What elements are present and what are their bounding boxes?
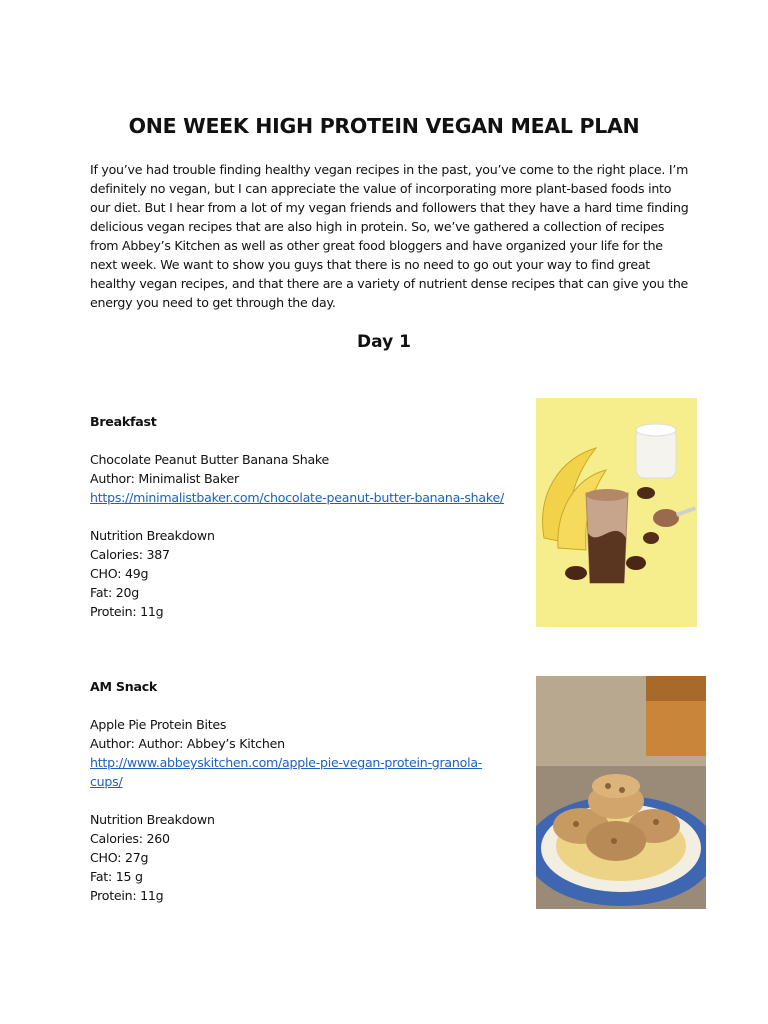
nutrition-fat: Fat: 20g bbox=[90, 585, 140, 600]
intro-paragraph: If you’ve had trouble finding healthy vegan recipes in the past, you’ve come to the right place. I’m definitely no vegan, but I can appreciate the value of incorporating more plant-based foods into our diet. But I hear from a lot of my vegan friends and followers that they have a hard time finding delicious vegan recipes that are also high in protein. So, we’ve gathered a collection of recipes from Abbey’s Kitchen as well as other great food bloggers and have organized your life for the next week. We want to show you guys that there is no need to go out your way to find great healthy vegan recipes, and that there are a variety of nutrient dense recipes that can give you the energy you need to get through the day. bbox=[90, 162, 689, 310]
day-heading: Day 1 bbox=[357, 332, 411, 352]
nutrition-cho: CHO: 27g bbox=[90, 850, 149, 865]
recipe-link[interactable]: http://www.abbeyskitchen.com/apple-pie-vegan-protein-granola- bbox=[90, 755, 483, 770]
recipe-name: Apple Pie Protein Bites bbox=[90, 717, 227, 732]
nutrition-calories: Calories: 260 bbox=[90, 831, 170, 846]
recipe-link[interactable]: https://minimalistbaker.com/chocolate-peanut-butter-banana-shake/ bbox=[90, 490, 504, 505]
meal-breakfast bbox=[90, 412, 530, 621]
meal-heading: AM Snack bbox=[90, 679, 158, 694]
smoothie-photo bbox=[536, 398, 697, 627]
nutrition-title: Nutrition Breakdown bbox=[90, 812, 215, 827]
meal-am-snack bbox=[90, 677, 530, 905]
recipe-author: Author: Author: Abbey’s Kitchen bbox=[90, 736, 285, 751]
recipe-link-continued[interactable]: cups/ bbox=[90, 774, 123, 789]
nutrition-cho: CHO: 49g bbox=[90, 566, 149, 581]
nutrition-title: Nutrition Breakdown bbox=[90, 528, 215, 543]
nutrition-protein: Protein: 11g bbox=[90, 604, 164, 619]
document-title: ONE WEEK HIGH PROTEIN VEGAN MEAL PLAN bbox=[128, 114, 640, 138]
recipe-name: Chocolate Peanut Butter Banana Shake bbox=[90, 452, 330, 467]
nutrition-fat: Fat: 15 g bbox=[90, 869, 143, 884]
meal-heading: Breakfast bbox=[90, 414, 157, 429]
recipe-author: Author: Minimalist Baker bbox=[90, 471, 239, 486]
nutrition-protein: Protein: 11g bbox=[90, 888, 164, 903]
granola-cups-photo bbox=[536, 676, 706, 909]
nutrition-calories: Calories: 387 bbox=[90, 547, 170, 562]
